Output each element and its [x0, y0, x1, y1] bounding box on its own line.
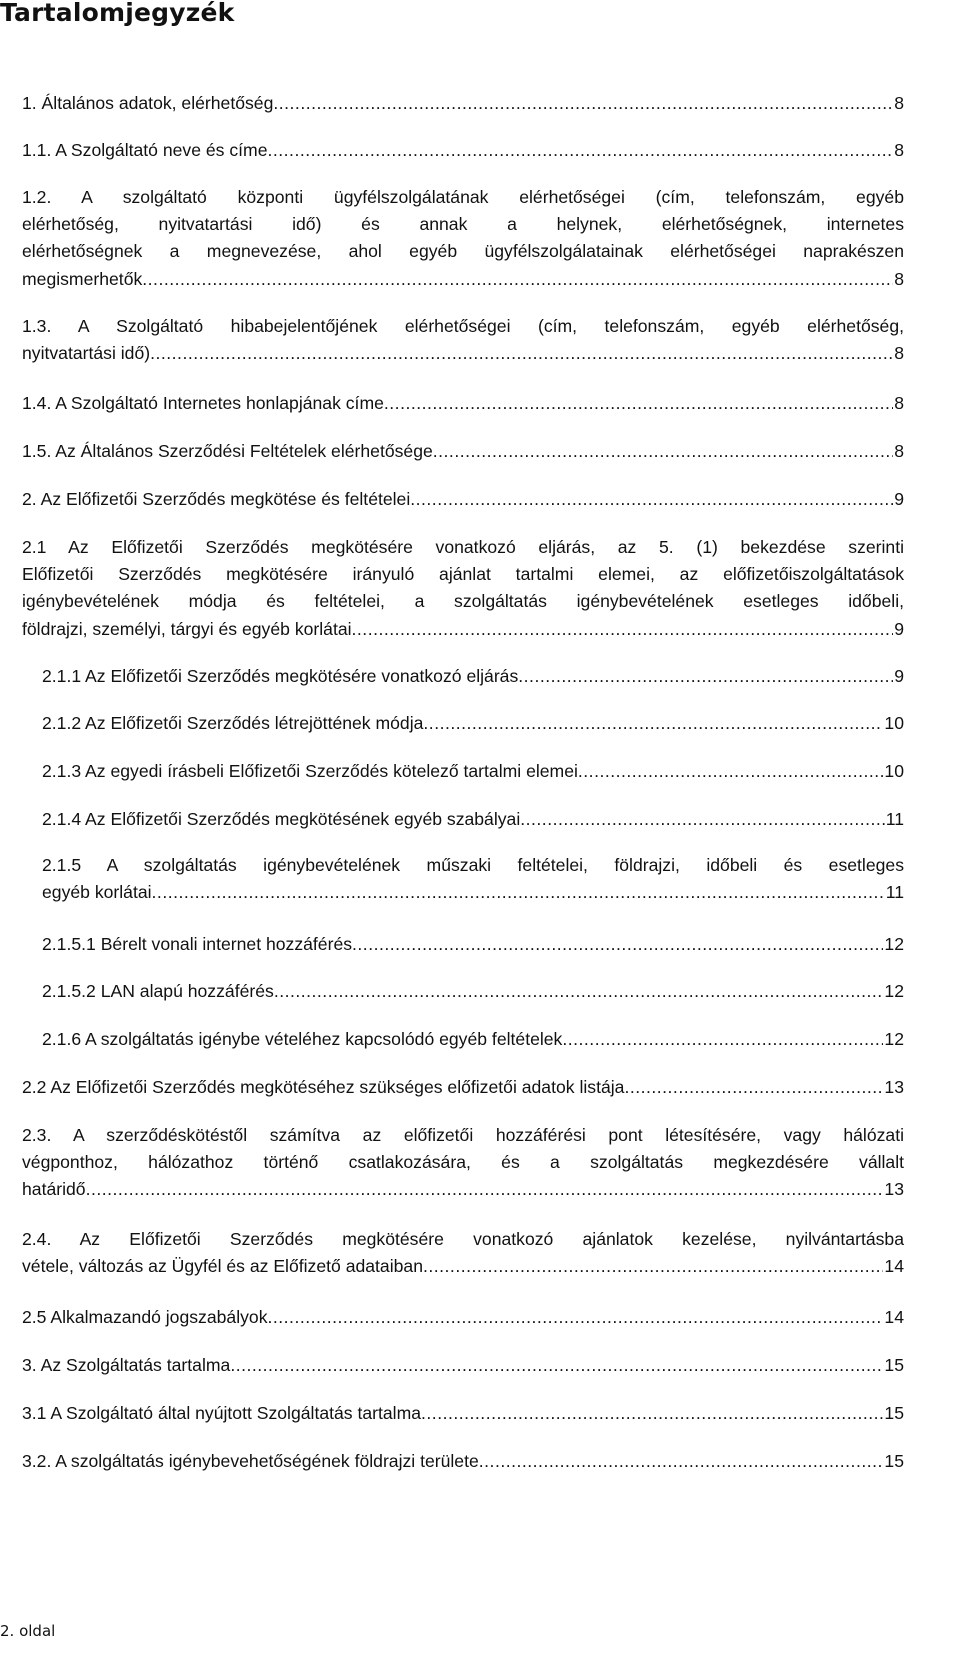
dot-leader	[562, 1026, 883, 1053]
dot-leader	[268, 1304, 884, 1331]
toc-entry-text: 1.5. Az Általános Szerződési Feltételek elérhetősége	[22, 441, 433, 461]
toc-page-number: 14	[884, 1307, 904, 1327]
toc-entry-text: határidő	[22, 1179, 86, 1200]
toc-entry-text: 2.1.1 Az Előfizetői Szerződés megkötésére vonatkozó eljárás	[42, 666, 519, 686]
toc-entry[interactable]	[22, 1074, 904, 1101]
toc-entry-text: 2.3. A szerződéskötéstől számítva az előfizetői hozzáférési pont létesítésére, vagy hálózati	[22, 1125, 904, 1145]
dot-leader	[421, 1400, 883, 1427]
toc-page-number: 14	[884, 1256, 904, 1277]
toc-page-number: 10	[884, 761, 904, 781]
toc-page-number: 11	[885, 882, 904, 903]
toc-entry[interactable]	[22, 184, 904, 293]
toc-page-number: 8	[894, 343, 904, 364]
dot-leader	[479, 1448, 884, 1475]
toc-entry-text: 2.1 Az Előfizetői Szerződés megkötésére vonatkozó eljárás, az 5. (1) bekezdése szerinti	[22, 537, 904, 557]
toc-page-number: 8	[894, 93, 904, 113]
dot-leader	[578, 758, 884, 785]
toc-page-number: 15	[884, 1403, 904, 1423]
toc-entry[interactable]	[42, 852, 904, 906]
toc-entry-text: nyitvatartási idő)	[22, 343, 151, 364]
toc-entry[interactable]	[22, 1448, 904, 1475]
dot-leader	[274, 978, 884, 1005]
toc-entry-text: egyéb korlátai	[42, 882, 152, 903]
document-title: Tartalomjegyzék	[0, 0, 235, 27]
toc-page-number: 8	[894, 441, 904, 461]
dot-leader	[230, 1352, 883, 1379]
toc-entry[interactable]	[42, 1026, 904, 1053]
toc-page-number: 15	[884, 1451, 904, 1471]
dot-leader	[410, 486, 893, 513]
dot-leader	[520, 806, 884, 833]
dot-leader	[142, 266, 893, 293]
toc-entry[interactable]	[22, 1122, 904, 1204]
dot-leader	[518, 663, 893, 690]
toc-entry[interactable]	[42, 978, 904, 1005]
toc-entry[interactable]	[22, 90, 904, 117]
toc-entry-text: elérhetőség, nyitvatartási idő) és annak a helynek, elérhetőségnek, internetes	[22, 214, 904, 235]
toc-entry-text: 2.1.3 Az egyedi írásbeli Előfizetői Szerződés kötelező tartalmi elemei	[42, 761, 578, 781]
toc-entry[interactable]	[42, 806, 904, 833]
dot-leader	[624, 1074, 883, 1101]
toc-entry-text: 2.1.5.1 Bérelt vonali internet hozzáférés	[42, 934, 353, 954]
toc-page-number: 12	[884, 934, 904, 954]
toc-entry-text: 1.3. A Szolgáltató hibabejelentőjének elérhetőségei (cím, telefonszám, egyéb elérhetőség,	[22, 316, 904, 336]
toc-page-number: 8	[894, 140, 904, 160]
toc-page-number: 11	[885, 809, 904, 829]
toc-entry[interactable]	[22, 438, 904, 465]
toc-entry-text: igénybevételének módja és feltételei, a szolgáltatás igénybevételének esetleges időbeli,	[22, 591, 904, 612]
dot-leader	[152, 879, 885, 906]
toc-entry[interactable]	[22, 534, 904, 643]
toc-entry-text: 2.4. Az Előfizetői Szerződés megkötésére vonatkozó ajánlatok kezelése, nyilvántartásba	[22, 1229, 904, 1249]
toc-entry-text: 2.1.6 A szolgáltatás igénybe vételéhez kapcsolódó egyéb feltételek	[42, 1029, 563, 1049]
toc-page-number: 9	[894, 618, 904, 639]
dot-leader	[384, 390, 893, 417]
toc-entry[interactable]	[22, 1226, 904, 1280]
toc-entry-text: 1.4. A Szolgáltató Internetes honlapjának címe	[22, 393, 384, 413]
toc-page-number: 10	[884, 713, 904, 733]
toc-page-number: 13	[884, 1077, 904, 1097]
dot-leader	[268, 137, 894, 164]
toc-page-number: 12	[884, 981, 904, 1001]
dot-leader	[273, 90, 893, 117]
toc-entry[interactable]	[42, 758, 904, 785]
toc-page-number: 8	[894, 268, 904, 289]
toc-page-number: 8	[894, 393, 904, 413]
toc-entry-text: elérhetőségnek a megnevezése, ahol egyéb ügyfélszolgálatainak elérhetőségei naprakészen	[22, 241, 904, 262]
toc-entry-text: megismerhetők	[22, 268, 143, 289]
toc-entry[interactable]	[22, 390, 904, 417]
toc-entry[interactable]	[22, 1304, 904, 1331]
toc-entry-text: 2.1.5 A szolgáltatás igénybevételének műszaki feltételei, földrajzi, időbeli és esetleges	[42, 855, 904, 875]
toc-entry[interactable]	[22, 137, 904, 164]
toc-entry-text: 3.1 A Szolgáltató által nyújtott Szolgáltatás tartalma	[22, 1403, 422, 1423]
toc-page-number: 12	[884, 1029, 904, 1049]
dot-leader	[423, 1253, 883, 1280]
page-number-footer: 2. oldal	[0, 1622, 56, 1640]
dot-leader	[86, 1176, 884, 1203]
toc-page-number: 13	[884, 1179, 904, 1200]
toc-entry[interactable]	[22, 313, 904, 367]
toc-entry-text: 2.1.4 Az Előfizetői Szerződés megkötésének egyéb szabályai	[42, 809, 521, 829]
toc-entry-text: 2.5 Alkalmazandó jogszabályok	[22, 1307, 268, 1327]
toc-entry[interactable]	[42, 663, 904, 690]
toc-entry-text: végponthoz, hálózathoz történő csatlakozására, és a szolgáltatás megkezdésére vállalt	[22, 1152, 904, 1173]
toc-entry-text: 1. Általános adatok, elérhetőség	[22, 93, 274, 113]
toc-entry[interactable]	[42, 710, 904, 737]
toc-entry[interactable]	[42, 931, 904, 958]
toc-page-number: 9	[894, 489, 904, 509]
toc-entry[interactable]	[22, 1352, 904, 1379]
toc-entry-text: Előfizetői Szerződés megkötésére irányuló ajánlat tartalmi elemei, az előfizetőiszolgáltatások	[22, 564, 904, 585]
toc-entry-text: 2. Az Előfizetői Szerződés megkötése és feltételei	[22, 489, 411, 509]
toc-entry-text: vétele, változás az Ügyfél és az Előfizető adataiban	[22, 1256, 423, 1277]
toc-page-number: 9	[894, 666, 904, 686]
dot-leader	[352, 616, 894, 643]
toc-entry-text: földrajzi, személyi, tárgyi és egyéb korlátai	[22, 618, 352, 639]
toc-entry-text: 2.1.5.2 LAN alapú hozzáférés	[42, 981, 274, 1001]
toc-entry-text: 3.2. A szolgáltatás igénybevehetőségének földrajzi területe	[22, 1451, 479, 1471]
dot-leader	[433, 438, 893, 465]
toc-entry[interactable]	[22, 486, 904, 513]
toc-entry-text: 1.1. A Szolgáltató neve és címe	[22, 140, 268, 160]
toc-entry-text: 3. Az Szolgáltatás tartalma	[22, 1355, 231, 1375]
toc-entry-text: 1.2. A szolgáltató központi ügyfélszolgálatának elérhetőségei (cím, telefonszám, egyéb	[22, 187, 904, 207]
toc-page-number: 15	[884, 1355, 904, 1375]
toc-entry-text: 2.2 Az Előfizetői Szerződés megkötéséhez szükséges előfizetői adatok listája	[22, 1077, 625, 1097]
toc-entry[interactable]	[22, 1400, 904, 1427]
toc-entry-text: 2.1.2 Az Előfizetői Szerződés létrejöttének módja	[42, 713, 424, 733]
dot-leader	[423, 710, 883, 737]
dot-leader	[352, 931, 883, 958]
dot-leader	[150, 340, 893, 367]
